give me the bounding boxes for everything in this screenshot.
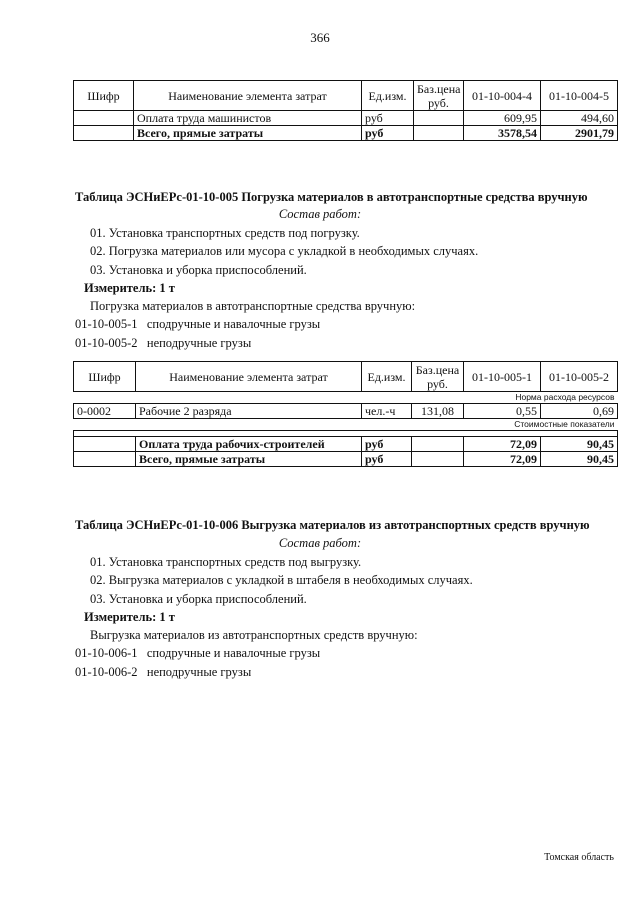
table-row [74, 126, 618, 141]
cell-name: Всего, прямые затраты [134, 126, 362, 141]
cell-name: Оплата труда машинистов [134, 111, 362, 126]
footer-region: Томская область [544, 852, 614, 863]
cell-value-b: 494,60 [541, 111, 618, 126]
table-row [74, 111, 618, 126]
cell-base-price: 131,08 [412, 404, 464, 419]
header-base-price-line1: Баз.цена [415, 362, 460, 377]
meter-label: Измеритель: 1 т [84, 610, 175, 624]
code-label: неподручные грузы [146, 336, 252, 350]
header-unit: Ед.изм. [362, 81, 414, 111]
cell-unit: руб [362, 437, 412, 452]
header-name: Наименование элемента затрат [134, 81, 362, 111]
cost-label: Стоимостные показатели [74, 419, 618, 431]
work-step: 02. Выгрузка материалов с укладкой в штабеля в необходимых случаях. [90, 573, 473, 587]
cell-base-price [414, 126, 464, 141]
table-header-row [74, 362, 618, 392]
cell-value-a: 0,55 [464, 404, 541, 419]
cell-code [74, 111, 134, 126]
cell-value-b: 90,45 [541, 452, 618, 467]
cost-label-row [74, 419, 618, 431]
norm-label-row [74, 392, 618, 404]
cell-code [74, 437, 136, 452]
header-name: Наименование элемента затрат [136, 362, 362, 392]
cell-unit: руб [362, 452, 412, 467]
code-label: сподручные и навалочные грузы [146, 646, 321, 660]
cell-code: 0-0002 [74, 404, 136, 419]
work-step: 02. Погрузка материалов или мусора с укладкой в необходимых случаях. [90, 244, 479, 258]
cell-name: Оплата труда рабочих-строителей [136, 437, 362, 452]
description: Погрузка материалов в автотранспортные средства вручную: [90, 299, 416, 313]
cell-value-b: 2901,79 [541, 126, 618, 141]
code-item [75, 646, 320, 661]
work-step: 01. Установка транспортных средств под выгрузку. [90, 555, 362, 569]
cell-value-a: 72,09 [464, 452, 541, 467]
header-col-b: 01-10-004-5 [541, 81, 618, 111]
code-number: 01-10-006-1 [75, 646, 138, 660]
header-base-price [412, 362, 464, 392]
cell-name: Всего, прямые затраты [136, 452, 362, 467]
table-row [74, 452, 618, 467]
cell-unit: чел.-ч [362, 404, 412, 419]
header-base-price-line2: руб. [428, 95, 449, 110]
section-title-01-10-005: Таблица ЭСНиЕРс-01-10-005 Погрузка материалов в автотранспортные средства вручную [75, 190, 588, 204]
description: Выгрузка материалов из автотранспортных средств вручную: [90, 628, 418, 642]
header-base-price-line2: руб. [427, 376, 448, 391]
cell-unit: руб [362, 111, 414, 126]
section-title-01-10-006: Таблица ЭСНиЕРс-01-10-006 Выгрузка материалов из автотранспортных средств вручную [75, 518, 590, 532]
table-row [74, 437, 618, 452]
code-number: 01-10-006-2 [75, 665, 138, 679]
header-code: Шифр [74, 362, 136, 392]
header-code: Шифр [74, 81, 134, 111]
page-number: 366 [310, 30, 330, 45]
cell-value-a: 609,95 [464, 111, 541, 126]
cell-unit: руб [362, 126, 414, 141]
code-number: 01-10-005-1 [75, 317, 138, 331]
cell-base-price [412, 452, 464, 467]
table-01-10-004 [73, 80, 618, 141]
composition-heading: Состав работ: [278, 207, 362, 221]
header-unit: Ед.изм. [362, 362, 412, 392]
code-label: неподручные грузы [146, 665, 252, 679]
header-base-price-line1: Баз.цена [417, 81, 461, 96]
code-number: 01-10-005-2 [75, 336, 138, 350]
meter-label: Измеритель: 1 т [84, 281, 175, 295]
header-col-a: 01-10-004-4 [464, 81, 541, 111]
cell-value-a: 3578,54 [464, 126, 541, 141]
cell-name: Рабочие 2 разряда [136, 404, 362, 419]
cell-base-price [414, 111, 464, 126]
table-row [74, 404, 618, 419]
table-header-row [74, 81, 618, 111]
code-item [75, 665, 251, 680]
code-item [75, 317, 320, 332]
norm-label: Норма расхода ресурсов [74, 392, 618, 404]
header-col-a: 01-10-005-1 [464, 362, 541, 392]
cell-code [74, 126, 134, 141]
cell-base-price [412, 437, 464, 452]
header-base-price [414, 81, 464, 111]
composition-heading: Состав работ: [278, 536, 362, 550]
cell-value-b: 90,45 [541, 437, 618, 452]
header-col-b: 01-10-005-2 [541, 362, 618, 392]
cell-code [74, 452, 136, 467]
work-step: 01. Установка транспортных средств под погрузку. [90, 226, 360, 240]
code-label: сподручные и навалочные грузы [146, 317, 321, 331]
work-step: 03. Установка и уборка приспособлений. [90, 263, 307, 277]
cell-value-a: 72,09 [464, 437, 541, 452]
cell-value-b: 0,69 [541, 404, 618, 419]
table-01-10-005 [73, 361, 618, 467]
code-item [75, 336, 251, 351]
work-step: 03. Установка и уборка приспособлений. [90, 592, 307, 606]
